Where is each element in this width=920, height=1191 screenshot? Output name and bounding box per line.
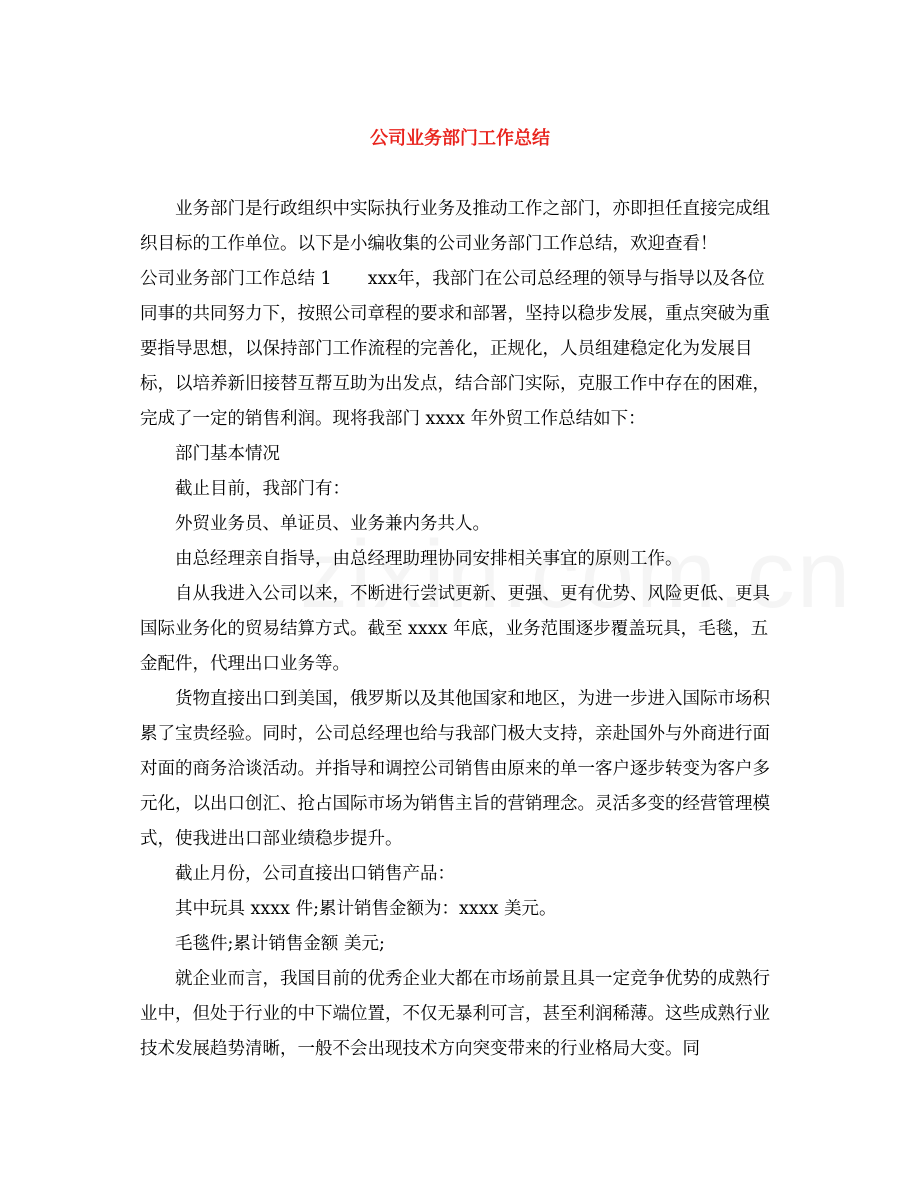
- paragraph: 货物直接出口到美国，俄罗斯以及其他国家和地区，为进一步进入国际市场积累了宝贵经验。同时，公司总经理也给与我部门极大支持，亲赴国外与外商进行面对面的商务洽谈活动。并指导和调控公司销售由原来的单一客户逐步转变为客户多元化，以出口创汇、抢占国际市场为销售主旨的营销理念。灵活多变的经营管理模式，使我进出口部业绩稳步提升。: [140, 689, 770, 849]
- paragraph: 外贸业务员、单证员、业务兼内务共人。: [175, 514, 490, 534]
- paragraph: 截止月份，公司直接出口销售产品：: [175, 864, 455, 884]
- intro-paragraph: 业务部门是行政组织中实际执行业务及推动工作之部门，亦即担任直接完成组织目标的工作单位。以下是小编收集的公司业务部门工作总结，欢迎查看！: [140, 199, 770, 254]
- paragraph: 截止目前，我部门有：: [175, 479, 350, 499]
- document-body: [140, 192, 780, 1067]
- paragraph: 由总经理亲自指导，由总经理助理协同安排相关事宜的原则工作。: [175, 549, 683, 569]
- paragraph: 部门基本情况: [175, 444, 280, 464]
- section-text: xxx年，我部门在公司总经理的领导与指导以及各位同事的共同努力下，按照公司章程的要求和部署，坚持以稳步发展，重点突破为重要指导思想，以保持部门工作流程的完善化，正规化，人员组建稳定化为发展目标，以培养新旧接替互帮互助为出发点，结合部门实际，克服工作中存在的困难，完成了一定的销售利润。现将我部门 xxxx 年外贸工作总结如下：: [140, 269, 770, 429]
- paragraph: 自从我进入公司以来，不断进行尝试更新、更强、更有优势、风险更低、更具国际业务化的贸易结算方式。截至 xxxx 年底，业务范围逐步覆盖玩具，毛毯，五金配件，代理出口业务等。: [140, 584, 770, 674]
- paragraph: 毛毯件;累计销售金额 美元;: [175, 934, 385, 954]
- section-label: 公司业务部门工作总结 1: [140, 269, 332, 289]
- paragraph: 就企业而言，我国目前的优秀企业大都在市场前景且具一定竞争优势的成熟行业中，但处于行业的中下端位置，不仅无暴利可言，甚至利润稀薄。这些成熟行业技术发展趋势清晰，一般不会出现技术方向突变带来的行业格局大变。同: [140, 969, 770, 1059]
- paragraph: 其中玩具 xxxx 件;累计销售金额为：xxxx 美元。: [175, 899, 557, 919]
- section-paragraph: [140, 262, 780, 437]
- document-title: 公司业务部门工作总结: [370, 128, 550, 149]
